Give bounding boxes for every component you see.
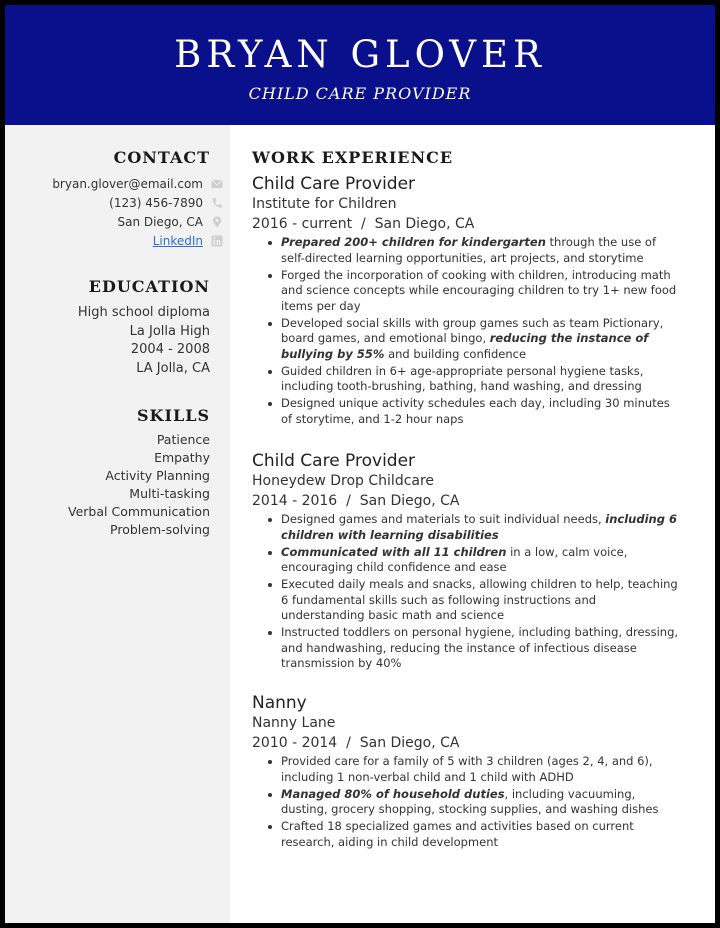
bullet-item [264, 819, 682, 850]
bullet-text: Instructed toddlers on personal hygiene, including bathing, dressing, and handwashing, reducing the instance of infectious disease transmission by 40% [281, 625, 679, 671]
candidate-name: BRYAN GLOVER [174, 33, 546, 76]
bullet-text: Designed unique activity schedules each day, including 30 minutes of storytime, and 1-2 hour naps [281, 396, 670, 426]
contact-linkedin [153, 232, 225, 250]
skill-item: Empathy [154, 450, 210, 465]
phone-text: (123) 456-7890 [109, 196, 203, 210]
bullet-text: through the use of self-directed learning opportunities, art projects, and storytime [281, 235, 657, 265]
job-company: Nanny Lane [252, 715, 336, 731]
job-entry [252, 692, 682, 852]
bullet-emphasis: Managed 80% of household duties [281, 786, 505, 801]
bullet-emphasis: including 6 children with learning disabilities [281, 512, 677, 542]
education-location: LA Jolla, CA [136, 360, 210, 376]
bullet-item [264, 396, 682, 427]
job-bullets [264, 754, 682, 850]
education-degree: High school diploma [77, 305, 210, 320]
resume-header [5, 5, 715, 125]
phone-icon [209, 197, 225, 209]
candidate-title: CHILD CARE PROVIDER [248, 84, 472, 103]
education-years: 2004 - 2008 [130, 342, 210, 357]
envelope-icon [209, 178, 225, 190]
skill-item: Problem-solving [110, 522, 210, 537]
work-experience-heading: WORK EXPERIENCE [252, 148, 454, 167]
bullet-emphasis: Prepared 200+ children for kindergarten [281, 235, 546, 249]
skill-item: Verbal Communication [68, 504, 210, 519]
job-bullets [264, 235, 682, 427]
contact-phone [109, 194, 225, 212]
contact-location [117, 213, 225, 231]
contact-email [52, 175, 225, 193]
bullet-text: Developed social skills with group games such as team Pictionary, board games, and emotional bingo, [281, 315, 664, 346]
resume-page [5, 5, 715, 923]
job-dates: 2010 - 2014 / San Diego, CA [252, 735, 460, 751]
skills-list [68, 431, 210, 539]
bullet-item [264, 316, 682, 363]
job-bullets [264, 512, 682, 672]
bullet-item [264, 235, 682, 266]
education-heading: EDUCATION [88, 277, 210, 296]
job-entry [252, 173, 682, 429]
bullet-emphasis: reducing the instance of bullying by 55% [281, 331, 649, 361]
bullet-item [264, 268, 682, 315]
education-details [78, 304, 210, 378]
bullet-text: Executed daily meals and snacks, allowing children to help, teaching 6 fundamental skills such as following instructions and understanding basic math and science [281, 577, 678, 623]
bullet-item [264, 625, 682, 672]
education-school: La Jolla High [129, 323, 210, 339]
location-text: San Diego, CA [117, 215, 203, 229]
bullet-item [264, 787, 682, 818]
bullet-text: Provided care for a family of 5 with 3 children (ages 2, 4, and 6), including 1 non-verbal child and 1 child with ADHD [281, 754, 653, 784]
bullet-item [264, 512, 682, 543]
bullet-item [264, 754, 682, 785]
job-title: Child Care Provider [252, 451, 416, 471]
job-dates: 2014 - 2016 / San Diego, CA [252, 493, 460, 509]
sidebar [5, 125, 230, 923]
bullet-emphasis: Communicated with all 11 children [281, 544, 507, 559]
linkedin-link[interactable]: LinkedIn [152, 234, 203, 248]
bullet-text: and building confidence [384, 346, 527, 361]
job-title: Child Care Provider [252, 174, 416, 194]
bullet-text: Designed games and materials to suit individual needs, [281, 512, 606, 526]
bullet-item [264, 577, 682, 624]
skill-item: Patience [156, 432, 210, 447]
bullet-text: Guided children in 6+ age-appropriate personal hygiene tasks, including tooth-brushing, bathing, hand washing, and dressing [281, 363, 644, 394]
email-text[interactable]: bryan.glover@email.com [52, 177, 203, 191]
bullet-text: in a low, calm voice, encouraging child confidence and ease [281, 544, 628, 575]
job-title: Nanny [252, 693, 307, 713]
skills-heading: SKILLS [137, 406, 210, 425]
job-dates: 2016 - current / San Diego, CA [252, 216, 475, 232]
skill-item: Multi-tasking [129, 486, 210, 501]
job-company: Honeydew Drop Childcare [252, 473, 435, 489]
bullet-text: Crafted 18 specialized games and activities based on current research, aiding in child development [281, 819, 634, 849]
map-pin-icon [209, 216, 225, 228]
bullet-item [264, 545, 682, 576]
linkedin-icon [209, 235, 225, 247]
bullet-text: , including vacuuming, dusting, grocery shopping, stocking supplies, and washing dishes [281, 786, 659, 817]
skill-item: Activity Planning [105, 468, 210, 483]
bullet-text: Forged the incorporation of cooking with children, introducing math and science concepts while encouraging children to try 1+ new food items per day [281, 267, 677, 313]
bullet-item [264, 364, 682, 395]
contact-heading: CONTACT [113, 148, 210, 167]
job-company: Institute for Children [252, 196, 397, 212]
job-entry [252, 450, 682, 673]
